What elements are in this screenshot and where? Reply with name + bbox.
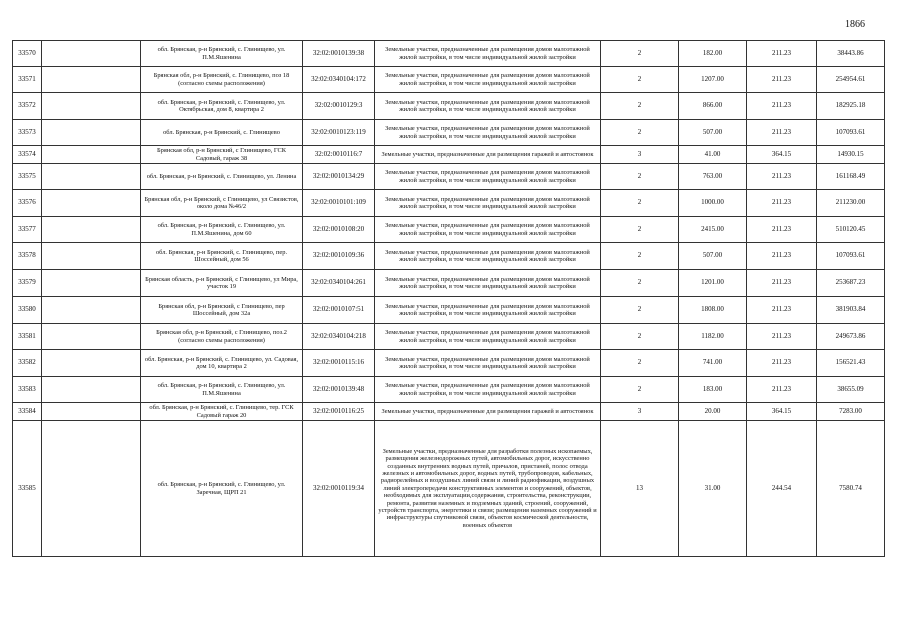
cell-purpose: Земельные участки, предназначенные для размещения домов малоэтажной жилой застройки, в том числе индивидуальной жилой застройки bbox=[375, 377, 601, 403]
table-row bbox=[13, 421, 885, 557]
cell-rate: 244.54 bbox=[747, 421, 817, 557]
cell-value: 249673.86 bbox=[817, 324, 885, 350]
cell-rate: 364.15 bbox=[747, 403, 817, 421]
cell-id: 33582 bbox=[13, 350, 42, 377]
cell-rate: 211.23 bbox=[747, 377, 817, 403]
table-row bbox=[13, 41, 885, 67]
cell-cadastral-number: 32:02:0010109:36 bbox=[303, 243, 375, 270]
cell-id: 33572 bbox=[13, 93, 42, 120]
cell-id: 33580 bbox=[13, 297, 42, 324]
cell-area: 507.00 bbox=[679, 120, 747, 146]
table-row bbox=[13, 146, 885, 164]
cell-address: Брянская обл, р-н Брянский, с Глинищево, пер Шоссейный, дом 32а bbox=[141, 297, 303, 324]
cell-purpose: Земельные участки, предназначенные для размещения домов малоэтажной жилой застройки, в том числе индивидуальной жилой застройки bbox=[375, 93, 601, 120]
cell-cadastral-number: 32:02:0010139:48 bbox=[303, 377, 375, 403]
cell-rate: 211.23 bbox=[747, 120, 817, 146]
cell-blank bbox=[42, 41, 141, 67]
cell-value: 510120.45 bbox=[817, 217, 885, 243]
table-row bbox=[13, 403, 885, 421]
cell-purpose: Земельные участки, предназначенные для размещения гаражей и автостоянок bbox=[375, 146, 601, 164]
cell-blank bbox=[42, 421, 141, 557]
cell-area: 183.00 bbox=[679, 377, 747, 403]
cell-area: 1808.00 bbox=[679, 297, 747, 324]
table-row bbox=[13, 120, 885, 146]
cell-area: 741.00 bbox=[679, 350, 747, 377]
cell-rate: 364.15 bbox=[747, 146, 817, 164]
cell-rate: 211.23 bbox=[747, 217, 817, 243]
cell-blank bbox=[42, 270, 141, 297]
cell-value: 107093.61 bbox=[817, 120, 885, 146]
cell-id: 33583 bbox=[13, 377, 42, 403]
table-row bbox=[13, 297, 885, 324]
cell-area: 182.00 bbox=[679, 41, 747, 67]
cell-area: 31.00 bbox=[679, 421, 747, 557]
cell-blank bbox=[42, 164, 141, 190]
cell-purpose: Земельные участки, предназначенные для разработки полезных ископаемых, размещения железнодорожных путей, автомобильных дорог, искусственно созданных внутренних водных путей, причалов, пристаней, полос отвода железных и автомобильных дорог, водных путей, трубопроводов, кабельных, радиорелейных и воздушных линий связи и линий радиофикации, воздушных линий электропередачи конструктивных элементов и сооружений, объектов, необходимых для эксплуатации,содержания, строительства, реконструкции, ремонта, развития наземных и подземных зданий, строений, сооружений, устройств транспорта, энергетики и связи; размещения наземных сооружений и инфраструктуры спутниковой связи, объектов космической деятельности, военных объектов bbox=[375, 421, 601, 557]
cell-value: 211230.00 bbox=[817, 190, 885, 217]
table-row bbox=[13, 93, 885, 120]
cell-blank bbox=[42, 93, 141, 120]
cell-purpose: Земельные участки, предназначенные для размещения домов малоэтажной жилой застройки, в том числе индивидуальной жилой застройки bbox=[375, 243, 601, 270]
cell-purpose: Земельные участки, предназначенные для размещения домов малоэтажной жилой застройки, в том числе индивидуальной жилой застройки bbox=[375, 350, 601, 377]
cell-blank bbox=[42, 403, 141, 421]
cell-address: обл. Брянская, р-н Брянский, с. Глинищево bbox=[141, 120, 303, 146]
cell-value: 38443.86 bbox=[817, 41, 885, 67]
cell-group: 2 bbox=[601, 377, 679, 403]
cell-group: 13 bbox=[601, 421, 679, 557]
cell-rate: 211.23 bbox=[747, 270, 817, 297]
cell-id: 33573 bbox=[13, 120, 42, 146]
cell-address: Брянская обл, р-н Брянский, с. Глинищево, поз 18 (согласно схемы расположения) bbox=[141, 67, 303, 93]
cell-group: 2 bbox=[601, 120, 679, 146]
cell-group: 2 bbox=[601, 243, 679, 270]
cell-id: 33576 bbox=[13, 190, 42, 217]
cell-purpose: Земельные участки, предназначенные для размещения домов малоэтажной жилой застройки, в том числе индивидуальной жилой застройки bbox=[375, 67, 601, 93]
cell-id: 33578 bbox=[13, 243, 42, 270]
cell-cadastral-number: 32:02:0340104:261 bbox=[303, 270, 375, 297]
cell-group: 2 bbox=[601, 270, 679, 297]
cell-address: Брянская обл, р-н Брянский, с Глинищево, ул Связистов, около дома №46/2 bbox=[141, 190, 303, 217]
cell-value: 182925.18 bbox=[817, 93, 885, 120]
cell-value: 253687.23 bbox=[817, 270, 885, 297]
cell-rate: 211.23 bbox=[747, 41, 817, 67]
cell-blank bbox=[42, 350, 141, 377]
cell-id: 33574 bbox=[13, 146, 42, 164]
cell-blank bbox=[42, 146, 141, 164]
table-row bbox=[13, 377, 885, 403]
cell-blank bbox=[42, 67, 141, 93]
cell-area: 866.00 bbox=[679, 93, 747, 120]
cell-rate: 211.23 bbox=[747, 164, 817, 190]
cell-blank bbox=[42, 243, 141, 270]
table-body bbox=[13, 41, 885, 557]
cell-cadastral-number: 32:02:0340104:218 bbox=[303, 324, 375, 350]
cell-blank bbox=[42, 297, 141, 324]
cell-address: обл. Брянская, р-н Брянский, с. Глинищево, ул. Заречная, ЩРП 21 bbox=[141, 421, 303, 557]
cell-cadastral-number: 32:02:0010115:16 bbox=[303, 350, 375, 377]
cell-rate: 211.23 bbox=[747, 350, 817, 377]
cell-id: 33581 bbox=[13, 324, 42, 350]
cell-value: 38655.09 bbox=[817, 377, 885, 403]
cell-address: Брянская область, р-н Брянский, с Глинищево, ул Мира, участок 19 bbox=[141, 270, 303, 297]
cell-value: 161168.49 bbox=[817, 164, 885, 190]
cell-group: 2 bbox=[601, 324, 679, 350]
cell-address: обл. Брянская, р-н Брянский, с. Глинищево, пер. Шоссейный, дом 56 bbox=[141, 243, 303, 270]
table-row bbox=[13, 67, 885, 93]
cell-id: 33585 bbox=[13, 421, 42, 557]
cell-purpose: Земельные участки, предназначенные для размещения домов малоэтажной жилой застройки, в том числе индивидуальной жилой застройки bbox=[375, 324, 601, 350]
cell-id: 33575 bbox=[13, 164, 42, 190]
cell-id: 33570 bbox=[13, 41, 42, 67]
cell-address: Брянская обл, р-н Брянский, с Глинищево, ГСК Садовый, гараж 38 bbox=[141, 146, 303, 164]
cell-address: обл. Брянская, р-н Брянский, с. Глинищево, ул. Октябрьская, дом 8, квартира 2 bbox=[141, 93, 303, 120]
cell-cadastral-number: 32:02:0010119:34 bbox=[303, 421, 375, 557]
cell-id: 33579 bbox=[13, 270, 42, 297]
cell-rate: 211.23 bbox=[747, 93, 817, 120]
cell-area: 763.00 bbox=[679, 164, 747, 190]
table-row bbox=[13, 164, 885, 190]
cell-rate: 211.23 bbox=[747, 297, 817, 324]
cell-purpose: Земельные участки, предназначенные для размещения домов малоэтажной жилой застройки, в том числе индивидуальной жилой застройки bbox=[375, 164, 601, 190]
cell-id: 33584 bbox=[13, 403, 42, 421]
cell-purpose: Земельные участки, предназначенные для размещения домов малоэтажной жилой застройки, в том числе индивидуальной жилой застройки bbox=[375, 270, 601, 297]
cell-cadastral-number: 32:02:0010107:51 bbox=[303, 297, 375, 324]
cell-area: 1000.00 bbox=[679, 190, 747, 217]
cell-group: 2 bbox=[601, 350, 679, 377]
cell-area: 41.00 bbox=[679, 146, 747, 164]
cell-blank bbox=[42, 377, 141, 403]
table-row bbox=[13, 190, 885, 217]
cell-cadastral-number: 32:02:0010116:25 bbox=[303, 403, 375, 421]
cell-area: 1201.00 bbox=[679, 270, 747, 297]
table-row bbox=[13, 324, 885, 350]
page-number: 1866 bbox=[845, 19, 865, 30]
cell-address: Брянская обл, р-н Брянский, с Глинищево, поз.2 (согласно схемы расположения) bbox=[141, 324, 303, 350]
table-row bbox=[13, 350, 885, 377]
cell-blank bbox=[42, 324, 141, 350]
cell-address: обл. Брянская, р-н Брянский, с. Глинищево, ул. П.М.Яшенина bbox=[141, 41, 303, 67]
cell-purpose: Земельные участки, предназначенные для размещения домов малоэтажной жилой застройки, в том числе индивидуальной жилой застройки bbox=[375, 120, 601, 146]
cell-rate: 211.23 bbox=[747, 243, 817, 270]
table-row bbox=[13, 217, 885, 243]
cell-blank bbox=[42, 190, 141, 217]
cadastral-value-table bbox=[12, 40, 885, 557]
table-row bbox=[13, 243, 885, 270]
cell-address: обл. Брянская, р-н Брянский, с. Глинищево, ул. П.М.Яшенина, дом 60 bbox=[141, 217, 303, 243]
cell-value: 381903.84 bbox=[817, 297, 885, 324]
cell-id: 33577 bbox=[13, 217, 42, 243]
cell-area: 20.00 bbox=[679, 403, 747, 421]
table-row bbox=[13, 270, 885, 297]
cell-value: 156521.43 bbox=[817, 350, 885, 377]
cell-cadastral-number: 32:02:0340104:172 bbox=[303, 67, 375, 93]
cell-address: обл. Брянская, р-н Брянский, с. Глинищево, ул. Ленина bbox=[141, 164, 303, 190]
cell-value: 107093.61 bbox=[817, 243, 885, 270]
cell-value: 7580.74 bbox=[817, 421, 885, 557]
cell-area: 507.00 bbox=[679, 243, 747, 270]
cell-address: обл. Брянская, р-н Брянский, с. Глинищево, ул. П.М.Яшенина bbox=[141, 377, 303, 403]
cell-group: 2 bbox=[601, 164, 679, 190]
cell-address: обл. Брянская, р-н Брянский, с. Глинищево, ул. Садовая, дом 10, квартира 2 bbox=[141, 350, 303, 377]
cell-cadastral-number: 32:02:0010129:3 bbox=[303, 93, 375, 120]
cell-cadastral-number: 32:02:0010101:109 bbox=[303, 190, 375, 217]
cell-group: 2 bbox=[601, 67, 679, 93]
cell-group: 2 bbox=[601, 217, 679, 243]
cell-purpose: Земельные участки, предназначенные для размещения домов малоэтажной жилой застройки, в том числе индивидуальной жилой застройки bbox=[375, 190, 601, 217]
cell-group: 2 bbox=[601, 93, 679, 120]
cell-group: 2 bbox=[601, 41, 679, 67]
cell-value: 14930.15 bbox=[817, 146, 885, 164]
cell-id: 33571 bbox=[13, 67, 42, 93]
cell-area: 1207.00 bbox=[679, 67, 747, 93]
cell-cadastral-number: 32:02:0010116:7 bbox=[303, 146, 375, 164]
cell-purpose: Земельные участки, предназначенные для размещения домов малоэтажной жилой застройки, в том числе индивидуальной жилой застройки bbox=[375, 41, 601, 67]
cell-group: 2 bbox=[601, 190, 679, 217]
cell-group: 3 bbox=[601, 146, 679, 164]
cell-address: обл. Брянская, р-н Брянский, с. Глинищево, тер. ГСК Садовый гараж 20 bbox=[141, 403, 303, 421]
cell-cadastral-number: 32:02:0010123:119 bbox=[303, 120, 375, 146]
cell-area: 2415.00 bbox=[679, 217, 747, 243]
cell-purpose: Земельные участки, предназначенные для размещения домов малоэтажной жилой застройки, в том числе индивидуальной жилой застройки bbox=[375, 297, 601, 324]
cell-rate: 211.23 bbox=[747, 324, 817, 350]
cell-blank bbox=[42, 120, 141, 146]
cell-purpose: Земельные участки, предназначенные для размещения домов малоэтажной жилой застройки, в том числе индивидуальной жилой застройки bbox=[375, 217, 601, 243]
cell-rate: 211.23 bbox=[747, 190, 817, 217]
cell-value: 7283.00 bbox=[817, 403, 885, 421]
cell-group: 3 bbox=[601, 403, 679, 421]
cell-group: 2 bbox=[601, 297, 679, 324]
cell-cadastral-number: 32:02:0010108:20 bbox=[303, 217, 375, 243]
cell-cadastral-number: 32:02:0010139:38 bbox=[303, 41, 375, 67]
cell-rate: 211.23 bbox=[747, 67, 817, 93]
cell-blank bbox=[42, 217, 141, 243]
cell-purpose: Земельные участки, предназначенные для размещения гаражей и автостоянок bbox=[375, 403, 601, 421]
cell-area: 1182.00 bbox=[679, 324, 747, 350]
cell-value: 254954.61 bbox=[817, 67, 885, 93]
cell-cadastral-number: 32:02:0010134:29 bbox=[303, 164, 375, 190]
